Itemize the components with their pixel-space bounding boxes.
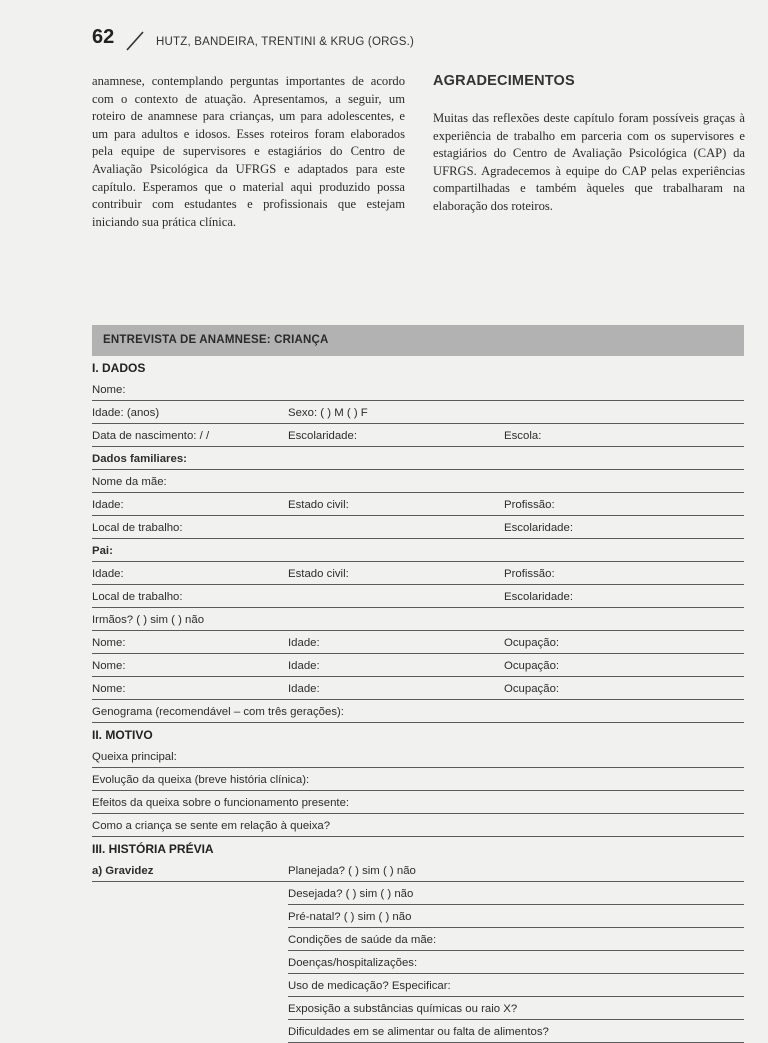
section-motivo-heading [92, 723, 744, 745]
form-row [92, 631, 744, 654]
nome-irmao-label: Nome: [92, 637, 126, 649]
estado-civil-pai-label: Estado civil: [288, 568, 349, 580]
doencas-hospitalizacoes-label: Doenças/hospitalizações: [288, 957, 418, 969]
idade-label: Idade: (anos) [92, 407, 160, 419]
idade-irmao-label: Idade: [288, 683, 320, 695]
profissao-pai-label: Profissão: [504, 568, 555, 580]
form-title: ENTREVISTA DE ANAMNESE: CRIANÇA [103, 334, 329, 346]
form-row [92, 424, 744, 447]
escola-label: Escola: [504, 430, 542, 442]
nome-label: Nome: [92, 384, 126, 396]
dados-familiares-label: Dados familiares: [92, 453, 187, 465]
running-head: HUTZ, BANDEIRA, TRENTINI & KRUG (ORGS.) [156, 36, 415, 48]
form-row [288, 951, 744, 974]
idade-irmao-label: Idade: [288, 637, 320, 649]
intro-paragraph: anamnese, contemplando perguntas importantes de acordo com o contexto de atuação. Apresentamos, a seguir, um roteiro de anamnese para crianças, um para adolescentes, e um para adultos e idosos. Esses roteiros foram elaborados pela equipe de supervisores e estagiários do Centro de Avaliação Psicológica da UFRGS e adaptados para este capítulo. Esperamos que o material aqui produzido possa contribuir com estudantes e profissionais que estejam iniciando sua prática clínica. [92, 74, 405, 229]
ocupacao-irmao-label: Ocupação: [504, 637, 560, 649]
form-row [92, 768, 744, 791]
form-row [92, 447, 744, 470]
form-row [92, 539, 744, 562]
form-row [92, 677, 744, 700]
sexo-label: Sexo: ( ) M ( ) F [288, 407, 368, 419]
escolaridade-mae-label: Escolaridade: [504, 522, 574, 534]
form-row [92, 562, 744, 585]
form-row [92, 745, 744, 768]
profissao-mae-label: Profissão: [504, 499, 555, 511]
pai-label: Pai: [92, 545, 113, 557]
form-row [92, 654, 744, 677]
form-row [288, 997, 744, 1020]
como-crianca-sente-label: Como a criança se sente em relação à queixa? [92, 820, 331, 832]
section-historia-heading [92, 837, 744, 859]
form-row [92, 516, 744, 539]
ocupacao-irmao-label: Ocupação: [504, 660, 560, 672]
planejada-label: Planejada? ( ) sim ( ) não [288, 865, 416, 877]
local-trabalho-pai-label: Local de trabalho: [92, 591, 183, 603]
header-slash-divider [124, 30, 146, 52]
section-title: I. DADOS [92, 361, 146, 375]
form-row [288, 1020, 744, 1043]
uso-medicacao-label: Uso de medicação? Especificar: [288, 980, 451, 992]
estado-civil-mae-label: Estado civil: [288, 499, 349, 511]
desejada-label: Desejada? ( ) sim ( ) não [288, 888, 414, 900]
ocupacao-irmao-label: Ocupação: [504, 683, 560, 695]
idade-irmao-label: Idade: [288, 660, 320, 672]
form-row [92, 470, 744, 493]
condicoes-saude-mae-label: Condições de saúde da mãe: [288, 934, 437, 946]
form-row [92, 585, 744, 608]
form-row [92, 859, 744, 882]
gravidez-label: a) Gravidez [92, 865, 154, 877]
form-row [288, 882, 744, 905]
queixa-principal-label: Queixa principal: [92, 751, 177, 763]
pre-natal-label: Pré-natal? ( ) sim ( ) não [288, 911, 412, 923]
local-trabalho-mae-label: Local de trabalho: [92, 522, 183, 534]
idade-pai-label: Idade: [92, 568, 124, 580]
form-row [288, 928, 744, 951]
data-nascimento-label: Data de nascimento: / / [92, 430, 210, 442]
exposicao-substancias-label: Exposição a substâncias químicas ou raio X? [288, 1003, 518, 1015]
form-row [92, 401, 744, 424]
nome-irmao-label: Nome: [92, 683, 126, 695]
acknowledgements-heading: AGRADECIMENTOS [433, 73, 575, 89]
idade-mae-label: Idade: [92, 499, 124, 511]
form-title-banner [92, 325, 744, 356]
form-row [92, 378, 744, 401]
evolucao-queixa-label: Evolução da queixa (breve história clínica): [92, 774, 310, 786]
form-row [288, 905, 744, 928]
form-row [92, 814, 744, 837]
section-title: II. MOTIVO [92, 728, 153, 742]
anamnesis-form [92, 356, 744, 1043]
nome-mae-label: Nome da mãe: [92, 476, 167, 488]
escolaridade-label: Escolaridade: [288, 430, 358, 442]
acknowledgements-paragraph: Muitas das reflexões deste capítulo foram possíveis graças à experiência de trabalho em parceria com os supervisores e estagiários do Centro de Avaliação Psicológica (CAP) da UFRGS. Agradecemos à equipe do CAP pelas experiências compartilhadas e também àqueles que trabalharam na elaboração dos roteiros. [433, 111, 745, 213]
form-row [288, 974, 744, 997]
dificuldades-alimentar-label: Dificuldades em se alimentar ou falta de alimentos? [288, 1026, 549, 1038]
section-dados-heading [92, 356, 744, 378]
section-title: III. HISTÓRIA PRÉVIA [92, 842, 214, 856]
form-row [92, 791, 744, 814]
escolaridade-pai-label: Escolaridade: [504, 591, 574, 603]
nome-irmao-label: Nome: [92, 660, 126, 672]
genograma-label: Genograma (recomendável – com três gerações): [92, 706, 344, 718]
page-number: 62 [92, 26, 115, 48]
form-row [92, 608, 744, 631]
efeitos-queixa-label: Efeitos da queixa sobre o funcionamento presente: [92, 797, 350, 809]
irmaos-label: Irmãos? ( ) sim ( ) não [92, 614, 205, 626]
form-row [92, 700, 744, 723]
form-row [92, 493, 744, 516]
